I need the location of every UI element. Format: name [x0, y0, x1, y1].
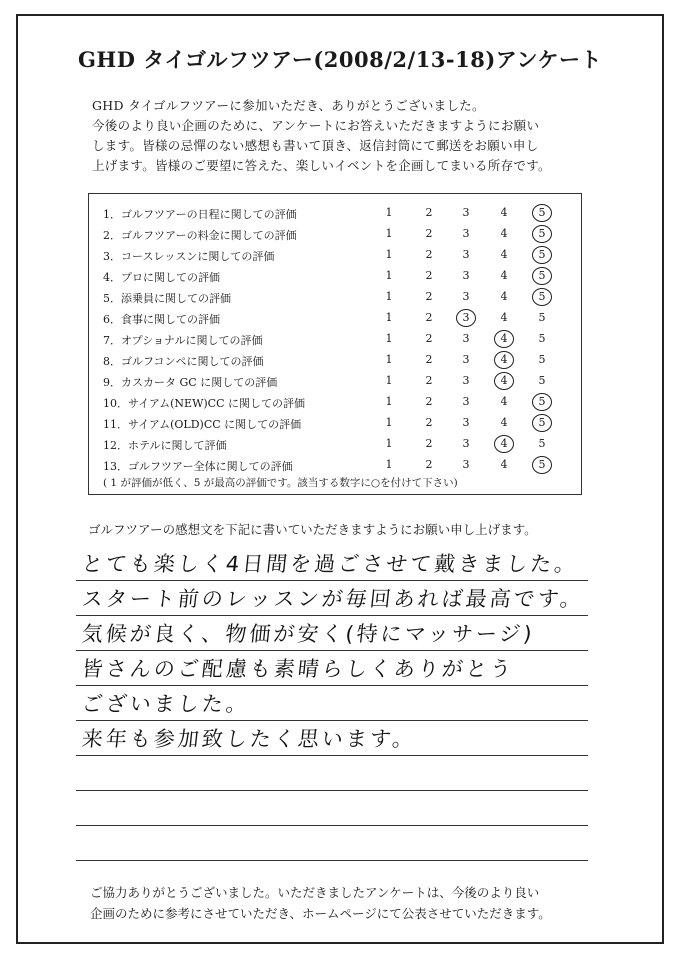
rating-option[interactable]: 1 [385, 353, 393, 366]
rating-question: 7．オプショナルに関しての評価 [103, 334, 263, 347]
rating-option[interactable]: 3 [462, 458, 470, 471]
rating-option[interactable]: 1 [385, 416, 393, 429]
comment-prompt: ゴルフツアーの感想文を下記に書いていただきますようにお願い申し上げます。 [88, 522, 537, 537]
rating-question: 13．ゴルフツアー全体に関しての評価 [103, 460, 293, 473]
rating-row [89, 371, 581, 392]
rating-option[interactable]: 1 [385, 437, 393, 450]
rating-option[interactable]: 4 [494, 372, 514, 390]
rating-row [89, 224, 581, 245]
rating-option[interactable]: 4 [500, 248, 508, 261]
rating-option[interactable]: 3 [462, 395, 470, 408]
rating-option[interactable]: 2 [425, 311, 433, 324]
rating-option[interactable]: 5 [538, 311, 546, 324]
rating-row [89, 287, 581, 308]
rating-option[interactable]: 3 [462, 332, 470, 345]
intro-text [92, 96, 612, 176]
rating-row [89, 413, 581, 434]
rating-option[interactable]: 2 [425, 332, 433, 345]
comment-line [76, 828, 588, 861]
closing-line: 企画のために参考にさせていただき、ホームページにて公表させていただきます。 [90, 906, 551, 921]
rating-option[interactable]: 3 [462, 374, 470, 387]
intro-line: します。皆様の忌憚のない感想も書いて頂き、返信封筒にて郵送をお願い申し [92, 138, 539, 153]
ratings-table [88, 193, 582, 495]
rating-option[interactable]: 5 [538, 332, 546, 345]
rating-question: 2．ゴルフツアーの料金に関しての評価 [103, 229, 297, 242]
rating-option[interactable]: 5 [532, 288, 552, 306]
rating-question: 9．カスカータ GC に関しての評価 [103, 376, 278, 389]
comment-line [76, 793, 588, 826]
rating-option[interactable]: 2 [425, 374, 433, 387]
rating-row [89, 434, 581, 455]
rating-option[interactable]: 4 [494, 435, 514, 453]
rating-option[interactable]: 4 [494, 330, 514, 348]
rating-option[interactable]: 4 [500, 458, 508, 471]
comment-line [76, 548, 588, 581]
rating-option[interactable]: 4 [500, 290, 508, 303]
rating-option[interactable]: 1 [385, 311, 393, 324]
rating-option[interactable]: 5 [532, 246, 552, 264]
rating-row [89, 308, 581, 329]
rating-question: 6．食事に関しての評価 [103, 313, 220, 326]
rating-option[interactable]: 3 [462, 248, 470, 261]
rating-option[interactable]: 3 [462, 227, 470, 240]
comment-line [76, 653, 588, 686]
closing-text [90, 882, 610, 924]
rating-option[interactable]: 2 [425, 206, 433, 219]
rating-question: 5．添乗員に関しての評価 [103, 292, 231, 305]
rating-question: 11．サイアム(OLD)CC に関しての評価 [103, 418, 302, 431]
rating-row [89, 203, 581, 224]
intro-line: GHD タイゴルフツアーに参加いただき、ありがとうございました。 [92, 98, 485, 113]
handwritten-text: 気候が良く、物価が安く(特にマッサージ) [80, 622, 536, 646]
rating-question: 1．ゴルフツアーの日程に関しての評価 [103, 208, 297, 221]
handwritten-text: とても楽しく4日間を過ごさせて戴きました。 [80, 552, 580, 576]
rating-row [89, 266, 581, 287]
rating-option[interactable]: 5 [532, 225, 552, 243]
page-title: GHD タイゴルフツアー(2008/2/13-18)アンケート [77, 47, 603, 72]
closing-line: ご協力ありがとうございました。いただきましたアンケートは、今後のより良い [90, 885, 540, 900]
rating-option[interactable]: 3 [456, 309, 476, 327]
rating-row [89, 455, 581, 476]
rating-option[interactable]: 4 [500, 311, 508, 324]
handwritten-text: 皆さんのご配慮も素晴らしくありがとう [80, 657, 516, 681]
rating-row [89, 245, 581, 266]
rating-option[interactable]: 5 [532, 393, 552, 411]
rating-option[interactable]: 3 [462, 206, 470, 219]
rating-option[interactable]: 1 [385, 395, 393, 408]
intro-line: 上げます。皆様のご要望に答えた、楽しいイベントを企画してまいる所存です。 [92, 158, 551, 173]
rating-option[interactable]: 4 [500, 395, 508, 408]
rating-option[interactable]: 5 [538, 353, 546, 366]
rating-option[interactable]: 1 [385, 206, 393, 219]
comment-line [76, 688, 588, 721]
handwritten-text: ございました。 [80, 692, 252, 716]
rating-option[interactable]: 4 [500, 416, 508, 429]
rating-option[interactable]: 5 [532, 456, 552, 474]
rating-option[interactable]: 5 [532, 414, 552, 432]
rating-note: ( 1 が評価が低く、5 が最高の評価です。該当する数字に○を付けて下さい) [103, 477, 458, 489]
rating-option[interactable]: 2 [425, 269, 433, 282]
rating-option[interactable]: 3 [462, 290, 470, 303]
rating-option[interactable]: 5 [532, 204, 552, 222]
rating-option[interactable]: 3 [462, 269, 470, 282]
comment-line [76, 758, 588, 791]
rating-option[interactable]: 1 [385, 458, 393, 471]
rating-option[interactable]: 5 [538, 374, 546, 387]
rating-option[interactable]: 2 [425, 395, 433, 408]
rating-row [89, 392, 581, 413]
rating-option[interactable]: 4 [500, 227, 508, 240]
comment-line [76, 583, 588, 616]
rating-option[interactable]: 3 [462, 437, 470, 450]
rating-option[interactable]: 1 [385, 332, 393, 345]
rating-row [89, 350, 581, 371]
rating-option[interactable]: 3 [462, 416, 470, 429]
rating-question: 4．プロに関しての評価 [103, 271, 220, 284]
rating-option[interactable]: 1 [385, 290, 393, 303]
rating-option[interactable]: 4 [500, 206, 508, 219]
intro-line: 今後のより良い企画のために、アンケートにお答えいただきますようにお願い [92, 118, 540, 133]
handwritten-text: 来年も参加致したく思います。 [80, 727, 418, 751]
handwritten-text: スタート前のレッスンが毎回あれば最高です。 [80, 587, 586, 611]
rating-question: 12．ホテルに関して評価 [103, 439, 227, 452]
rating-option[interactable]: 5 [532, 267, 552, 285]
rating-option[interactable]: 1 [385, 374, 393, 387]
rating-option[interactable]: 4 [494, 351, 514, 369]
rating-row [89, 329, 581, 350]
rating-option[interactable]: 2 [425, 458, 433, 471]
rating-option[interactable]: 3 [462, 353, 470, 366]
rating-option[interactable]: 2 [425, 437, 433, 450]
rating-option[interactable]: 1 [385, 269, 393, 282]
comment-line [76, 723, 588, 756]
rating-option[interactable]: 2 [425, 353, 433, 366]
rating-option[interactable]: 2 [425, 248, 433, 261]
comment-line [76, 618, 588, 651]
rating-question: 8．ゴルフコンペに関しての評価 [103, 355, 264, 368]
rating-option[interactable]: 4 [500, 269, 508, 282]
rating-option[interactable]: 2 [425, 290, 433, 303]
rating-question: 10．サイアム(NEW)CC に関しての評価 [103, 397, 305, 410]
rating-option[interactable]: 1 [385, 248, 393, 261]
rating-question: 3．コースレッスンに関しての評価 [103, 250, 275, 263]
rating-option[interactable]: 2 [425, 227, 433, 240]
rating-option[interactable]: 1 [385, 227, 393, 240]
rating-option[interactable]: 5 [538, 437, 546, 450]
rating-option[interactable]: 2 [425, 416, 433, 429]
